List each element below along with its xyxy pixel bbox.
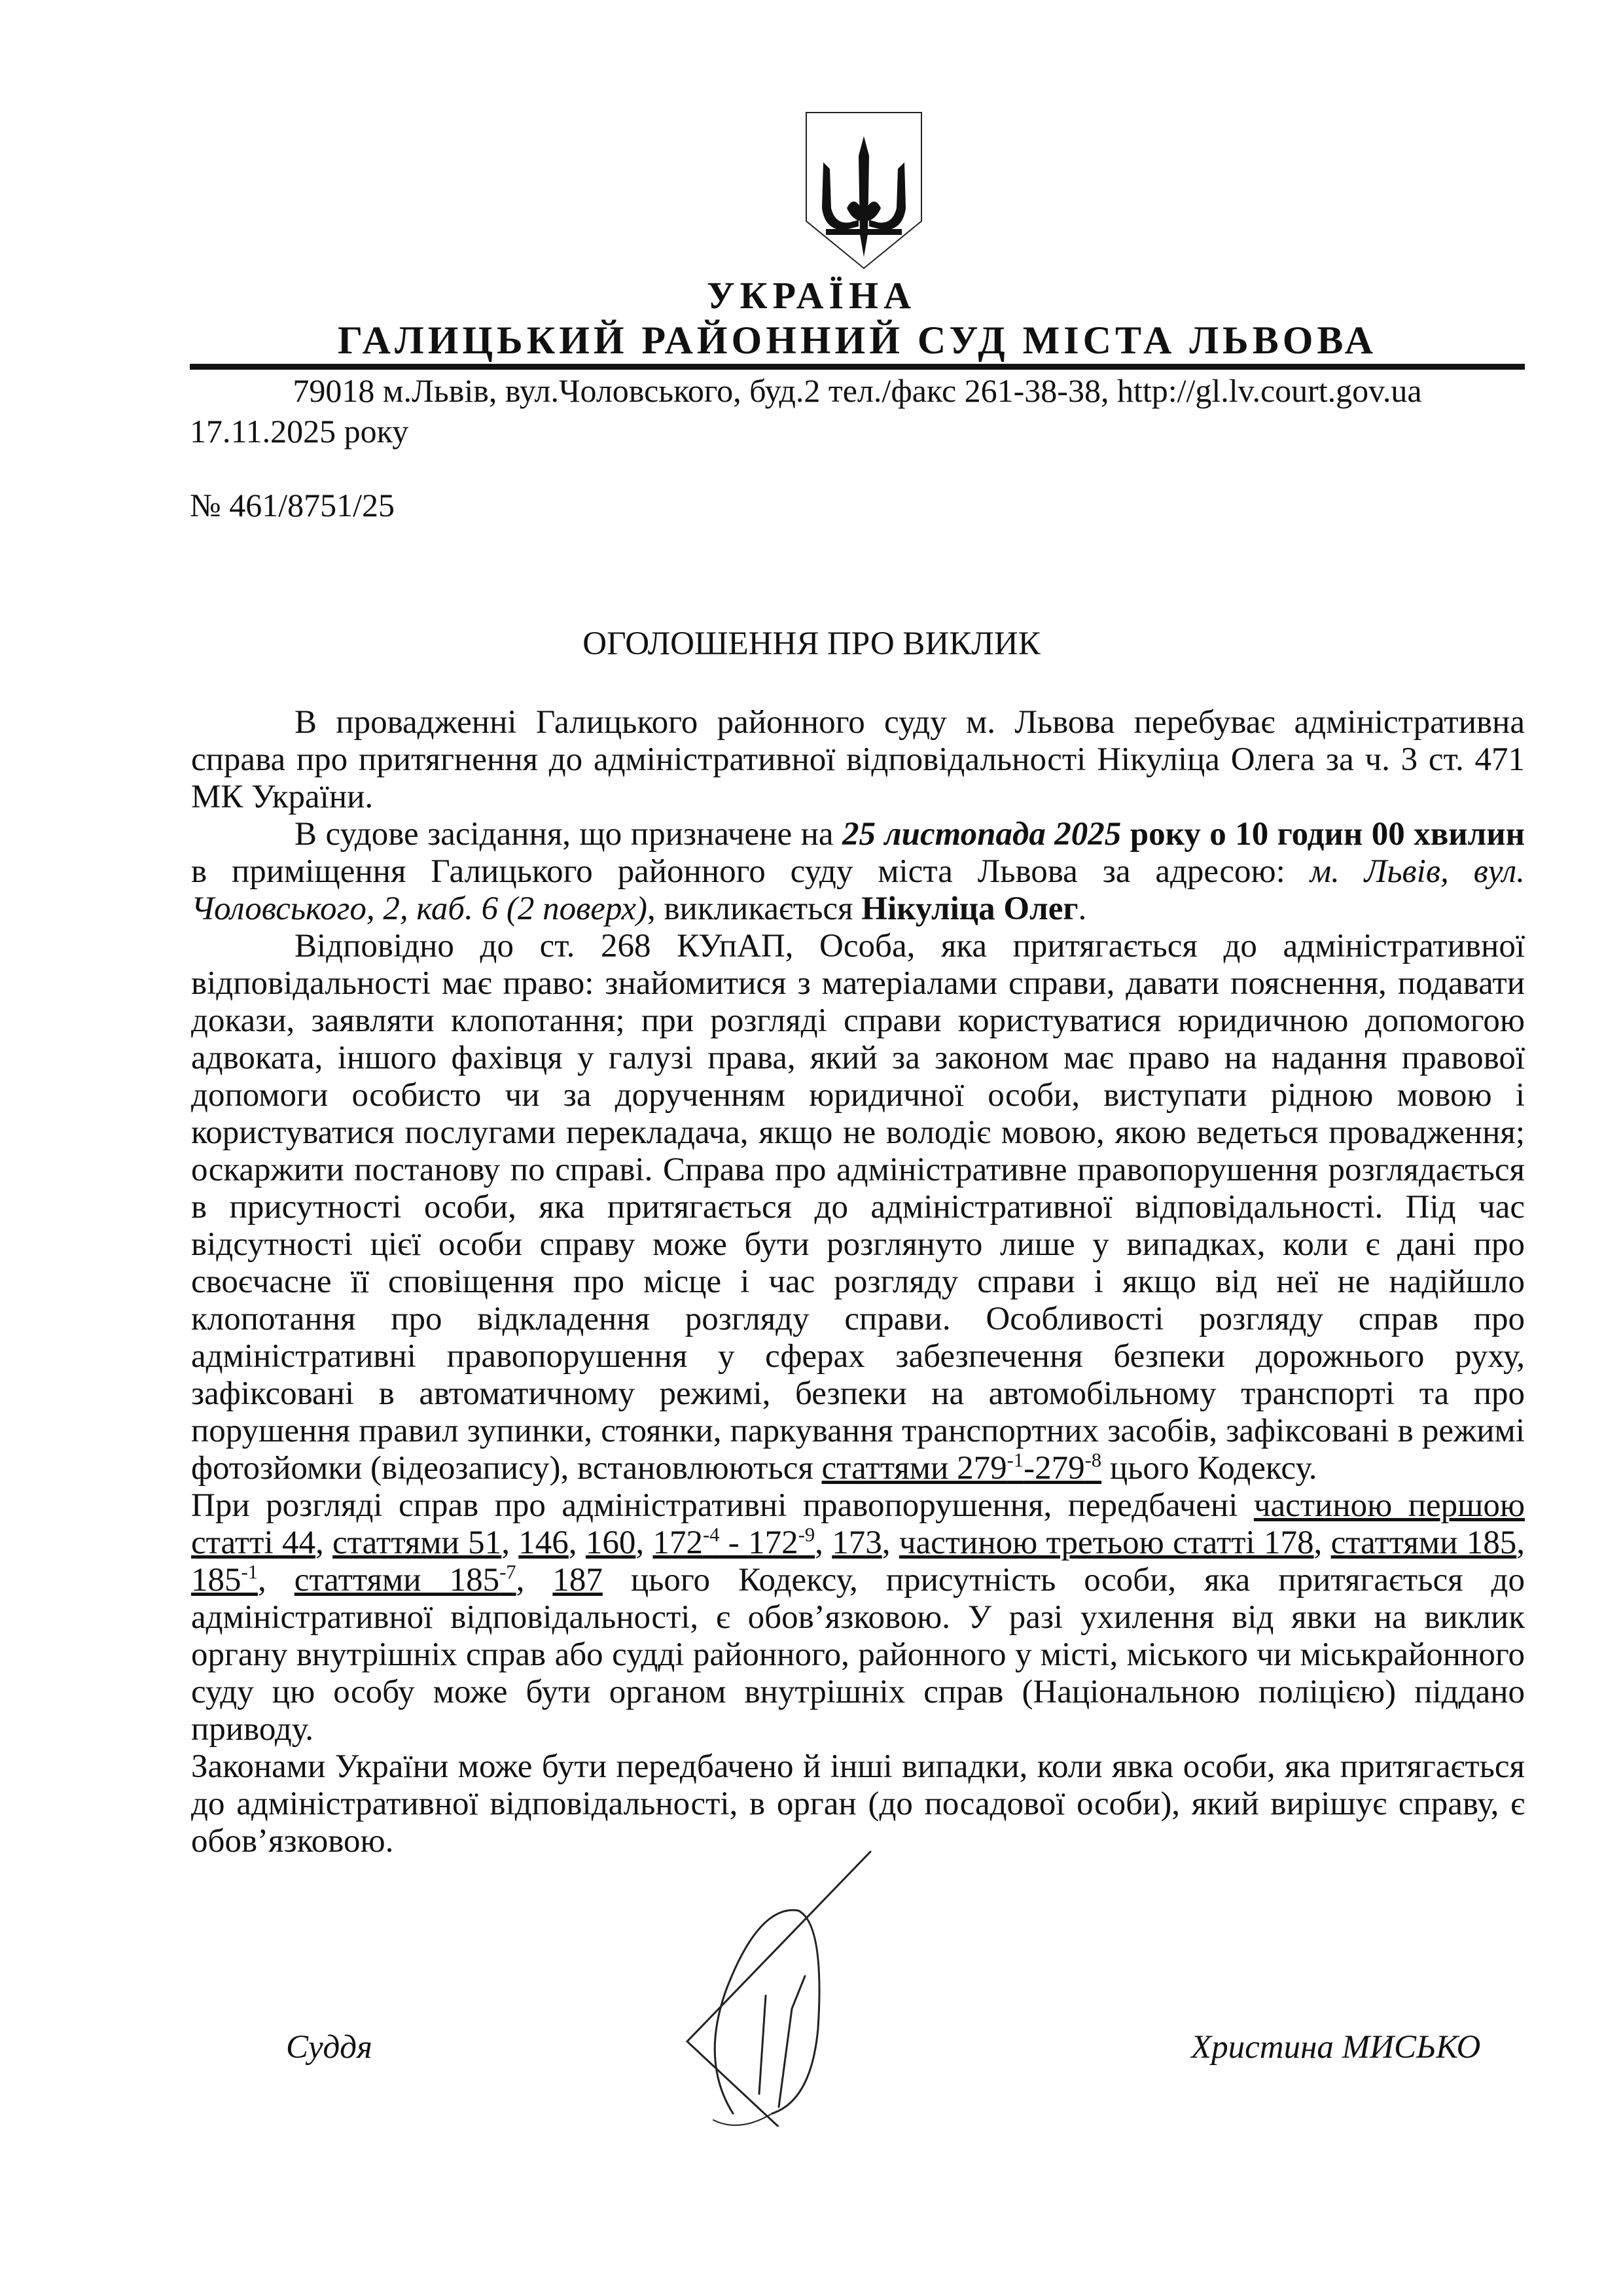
paragraph-mandatory-presence [191,1487,1525,1748]
law-reference: статтями 185 [1330,1525,1517,1561]
judge-role-label: Суддя [286,2029,372,2066]
separator: , [516,1562,553,1598]
law-reference: 146 [518,1525,569,1561]
document-title: ОГОЛОШЕННЯ ПРО ВИКЛИК [582,626,1041,662]
superscript: -1 [1007,1449,1024,1472]
text: В судове засідання, що призначене на [294,816,843,853]
ref-text: статтями 279 [821,1450,1007,1487]
separator: , [501,1525,519,1561]
text: цього Кодексу, присутність особи, яка притягається до адміністративної відповідальності, є обов’язковою. У разі ухилення від явки на виклик органу внутрішніх справ або судді районного, районного у місті, міського чи міськрайонного суду цю особу може бути органом внутрішніх справ (Національною поліцією) піддано приводу. [191,1562,1525,1748]
hearing-date: 25 листопада 2025 [842,816,1122,853]
law-reference: 173 [832,1525,882,1561]
document-date: 17.11.2025 року [190,413,409,450]
handwritten-signature [674,1845,897,2127]
law-reference [191,1562,258,1598]
superscript: -8 [1084,1449,1102,1472]
ref-text: 185 [191,1562,241,1598]
law-reference: 160 [585,1525,636,1561]
text: . [1078,891,1087,927]
judge-name: Христина МИСЬКО [1191,2029,1481,2066]
summoned-person: Нікуліца Олег [861,891,1079,927]
paragraph-hearing [191,816,1525,928]
coat-of-arms-trident-icon [804,110,924,271]
superscript: -9 [798,1523,815,1546]
country-heading: УКРАЇНА [706,274,917,317]
text: При розгляді справ про адміністративні правопорушення, передбачені [191,1487,1254,1524]
ref-text: 172 [652,1525,703,1561]
separator: , [882,1525,899,1561]
superscript: -1 [241,1561,258,1583]
law-reference: 187 [552,1562,603,1598]
text: цього Кодексу. [1101,1450,1317,1487]
separator: , [568,1525,586,1561]
text: в приміщення Галицького районного суду міста Львова за адресою: [191,853,1310,890]
law-reference [822,1450,1102,1487]
ref-text: -279 [1024,1450,1085,1487]
court-name-heading: ГАЛИЦЬКИЙ РАЙОННИЙ СУД МІСТА ЛЬВОВА [338,319,1377,362]
separator: , [258,1562,294,1598]
law-reference [294,1562,516,1598]
paragraph-case-info: В провадженні Галицького районного суду м. Львова перебуває адміністративна справа про притягнення до адміністративної відповідальності Нікуліца Олега за ч. 3 ст. 471 МК України. [191,704,1525,815]
ref-text: статтями 185 [294,1562,500,1598]
separator: , [315,1525,333,1561]
superscript: -7 [499,1561,516,1583]
separator: , [1313,1525,1331,1561]
law-reference [652,1525,815,1561]
text: , викликається [647,891,862,927]
header-divider [190,364,1525,370]
superscript: -4 [702,1523,720,1546]
law-reference: статтями 51 [332,1525,502,1561]
hearing-time: року о 10 годин 00 хвилин [1121,816,1525,853]
document-body [191,704,1525,1860]
hearing-place: м. Львів, вул. Чоловського, 2, каб. 6 (2 поверх) [191,853,1525,927]
separator: , [1516,1525,1525,1561]
paragraph-rights [191,928,1525,1487]
paragraph-other-cases: Законами України може бути передбачено й інші випадки, коли явка особи, яка притягається до адміністративної відповідальності, в орган (до посадової особи), який вирішує справу, є обов’язковою. [191,1748,1525,1860]
text: Відповідно до ст. 268 КУпАП, Особа, яка притягається до адміністративної відповідальності має право: знайомитися з матеріалами справи, давати пояснення, подавати докази, заявляти клопотання; при розгляді справи користуватися юридичною допомогою адвоката, іншого фахівця у галузі права, який за законом має право на надання правової допомоги особисто чи за дорученням юридичної особи, виступати рідною мовою і користуватися послугами перекладача, якщо не володіє мовою, якою ведеться провадження; оскаржити постанову по справі. Справа про адміністративне правопорушення розглядається в присутності особи, яка притягається до адміністративної відповідальності. Під час відсутності цієї особи справу може бути розглянуто лише у випадках, коли є дані про своєчасне її сповіщення про місце і час розгляду справи і якщо від неї не надійшло клопотання про відкладення розгляду справи. Особливості розгляду справ про адміністративні правопорушення у сферах забезпечення безпеки дорожнього руху, зафіксовані в автоматичному режимі, безпеки на автомобільному транспорті та про порушення правил зупинки, стоянки, паркування транспортних засобів, зафіксовані в режимі фотозйомки (відеозапису), встановлюються [191,928,1525,1487]
case-number: № 461/8751/25 [190,487,395,523]
law-reference: частиною третьою статті 178 [899,1525,1314,1561]
ref-text: - 172 [719,1525,798,1561]
law-reference: частиною першою статті 44 [191,1487,1525,1561]
court-address: 79018 м.Львів, вул.Чоловського, буд.2 тел./факс 261-38-38, http://gl.lv.court.gov.ua [293,372,1422,409]
separator: , [635,1525,653,1561]
separator: , [815,1525,832,1561]
